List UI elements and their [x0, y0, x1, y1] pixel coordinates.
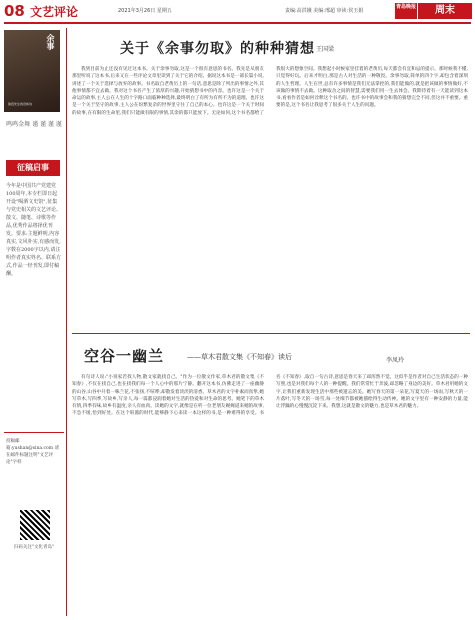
- qr-caption: 扫码关注"文化青岛": [13, 545, 55, 550]
- page-number: 08: [4, 2, 25, 20]
- page-header: [0, 0, 475, 22]
- book-cover-subtitle: 鲁迅先生的旧体诗: [8, 102, 33, 106]
- article2-body: 有句诗人说:"小说家若找人物,散文家就找自己。"作为一位散文作家,草木君的散文集《不知春》,不仅在找自己,也在找我们每一个人心中的那片宁静。翻开这本书,仿佛走进了一座幽静的山谷,山谷中开着一株兰花,不张扬,不喧哗,却散发着淡淡的清香。草木君的文字朴素而真挚,她写草木,写四季,写故乡,写亲人,每一篇都浸润着她对生活的热爱和对生命的思考。她笔下的草木有情,四季有味,故乡有温度,亲人有血肉。读她的文字,就像是在听一位老朋友娓娓道来她的故事,不急不缓,恰到好处。在这个喧嚣的时代,能够静下心来读一本这样的书,是一种难得的享受。书名《不知春》,取自一句古诗,意思是春天来了却浑然不觉。这似乎是作者对自己生活状态的一种写照,也是对我们每个人的一种提醒。我们常常忙于奔波,却忽略了身边的美好。草木君用她的文字,让我们重新发现生活中那些被遗忘的美。她写春天的第一朵花,写夏天的一场雨,写秋天的一片落叶,写冬天的一场雪,每一处细节都被她描绘得生动传神。她的文字里有一种安静的力量,能让浮躁的心慢慢沉淀下来。我想,这就是散文的魅力,也是草木君的魅力。: [72, 375, 468, 417]
- book-caption: 鸣鸣金舞 谨 谨 谨 谨: [6, 121, 62, 128]
- article2-author: 李凤玲: [386, 357, 405, 364]
- article1-title: 关于《余事勿取》的种种猜想: [120, 41, 315, 57]
- weekly-label: 周末: [418, 3, 472, 19]
- editor-credits: 责编:高洪娥 美编:邢超 审读:侯玉娟: [285, 8, 364, 14]
- article-divider: [72, 333, 470, 334]
- newspaper-logo: 青岛晚报: [395, 3, 417, 19]
- book-cover-image: [4, 30, 60, 112]
- article2-title: 空谷一幽兰: [84, 347, 165, 365]
- sidebar-divider: [4, 432, 64, 433]
- article1-author: 王国梁: [316, 46, 335, 53]
- article2-subtitle: ——草木君散文集《不知春》读后: [187, 353, 292, 361]
- submission-info: 投稿邮箱:yushan@sina.com 请在邮件标题注明"文艺评论"字样: [6, 439, 59, 465]
- qr-code-image: [20, 510, 50, 540]
- header-rule: [4, 22, 471, 24]
- article1-body: 我到目前为止还没有见过这本书。关于余事勿取,这是一个很有意思的书名。我先是从朋友那里听说了这本书,后来又在一些评论文章里读到了关于它的介绍。据说这本书是一部长篇小说,讲述了一个关于选择与放弃的故事。书名取自老黄历上的一句话,意思是除了列出的事情之外,其他事情都不宜去做。我对这个书名产生了浓厚的兴趣,开始猜想书中的内容。也许这是一个关于命运的故事,主人公在人生的十字路口面临种种选择,最终明白了有所为有所不为的道理。也许这是一个关于坚守的故事,主人公在纷繁复杂的世界里守住了自己的本心。也许这是一个关于时间的故事,在有限的生命里,我们只能做有限的事情,其余的都只能放下。无论如何,这个书名都给了我很大的想象空间。我想起小时候家里挂着的老黄历,每天都会有宜和忌的提示。那时候我不懂,只觉得好玩。后来才明白,那是古人对生活的一种敬畏。余事勿取,简单的四个字,却包含着深刻的人生哲理。人生在世,总有许多事情是我们无法掌控的,我们能做的,就是把该做的事情做好,不该做的事情不去做。这种取舍之间的智慧,需要我们用一生去体会。我期待着有一天能读到这本书,看看作者是如何诠释这个书名的。也许书中的故事会和我的猜想完全不同,但这并不重要。重要的是,这个书名让我思考了很多关于人生的问题。: [72, 67, 468, 116]
- issue-date: 2021年3月26日 星期五: [118, 8, 172, 14]
- column-divider: [66, 28, 67, 616]
- call-for-papers-badge: 征稿启事: [6, 160, 60, 176]
- section-title: 文艺评论: [30, 5, 79, 19]
- book-cover-title: 余事: [46, 34, 56, 50]
- call-for-papers-text: 今年是中国共产党建党100周年,本专栏即日起开设"喝洒文史馆",征集与党史相关的文艺评论、散文、随笔、诗歌等作品,优秀作品将择优刊发。要求:主题鲜明,内容真实,文风朴实,有感而发,字数在2000字以内,请注明作者真实姓名、联系方式,作品一经刊发,即付稿酬。: [6, 183, 62, 277]
